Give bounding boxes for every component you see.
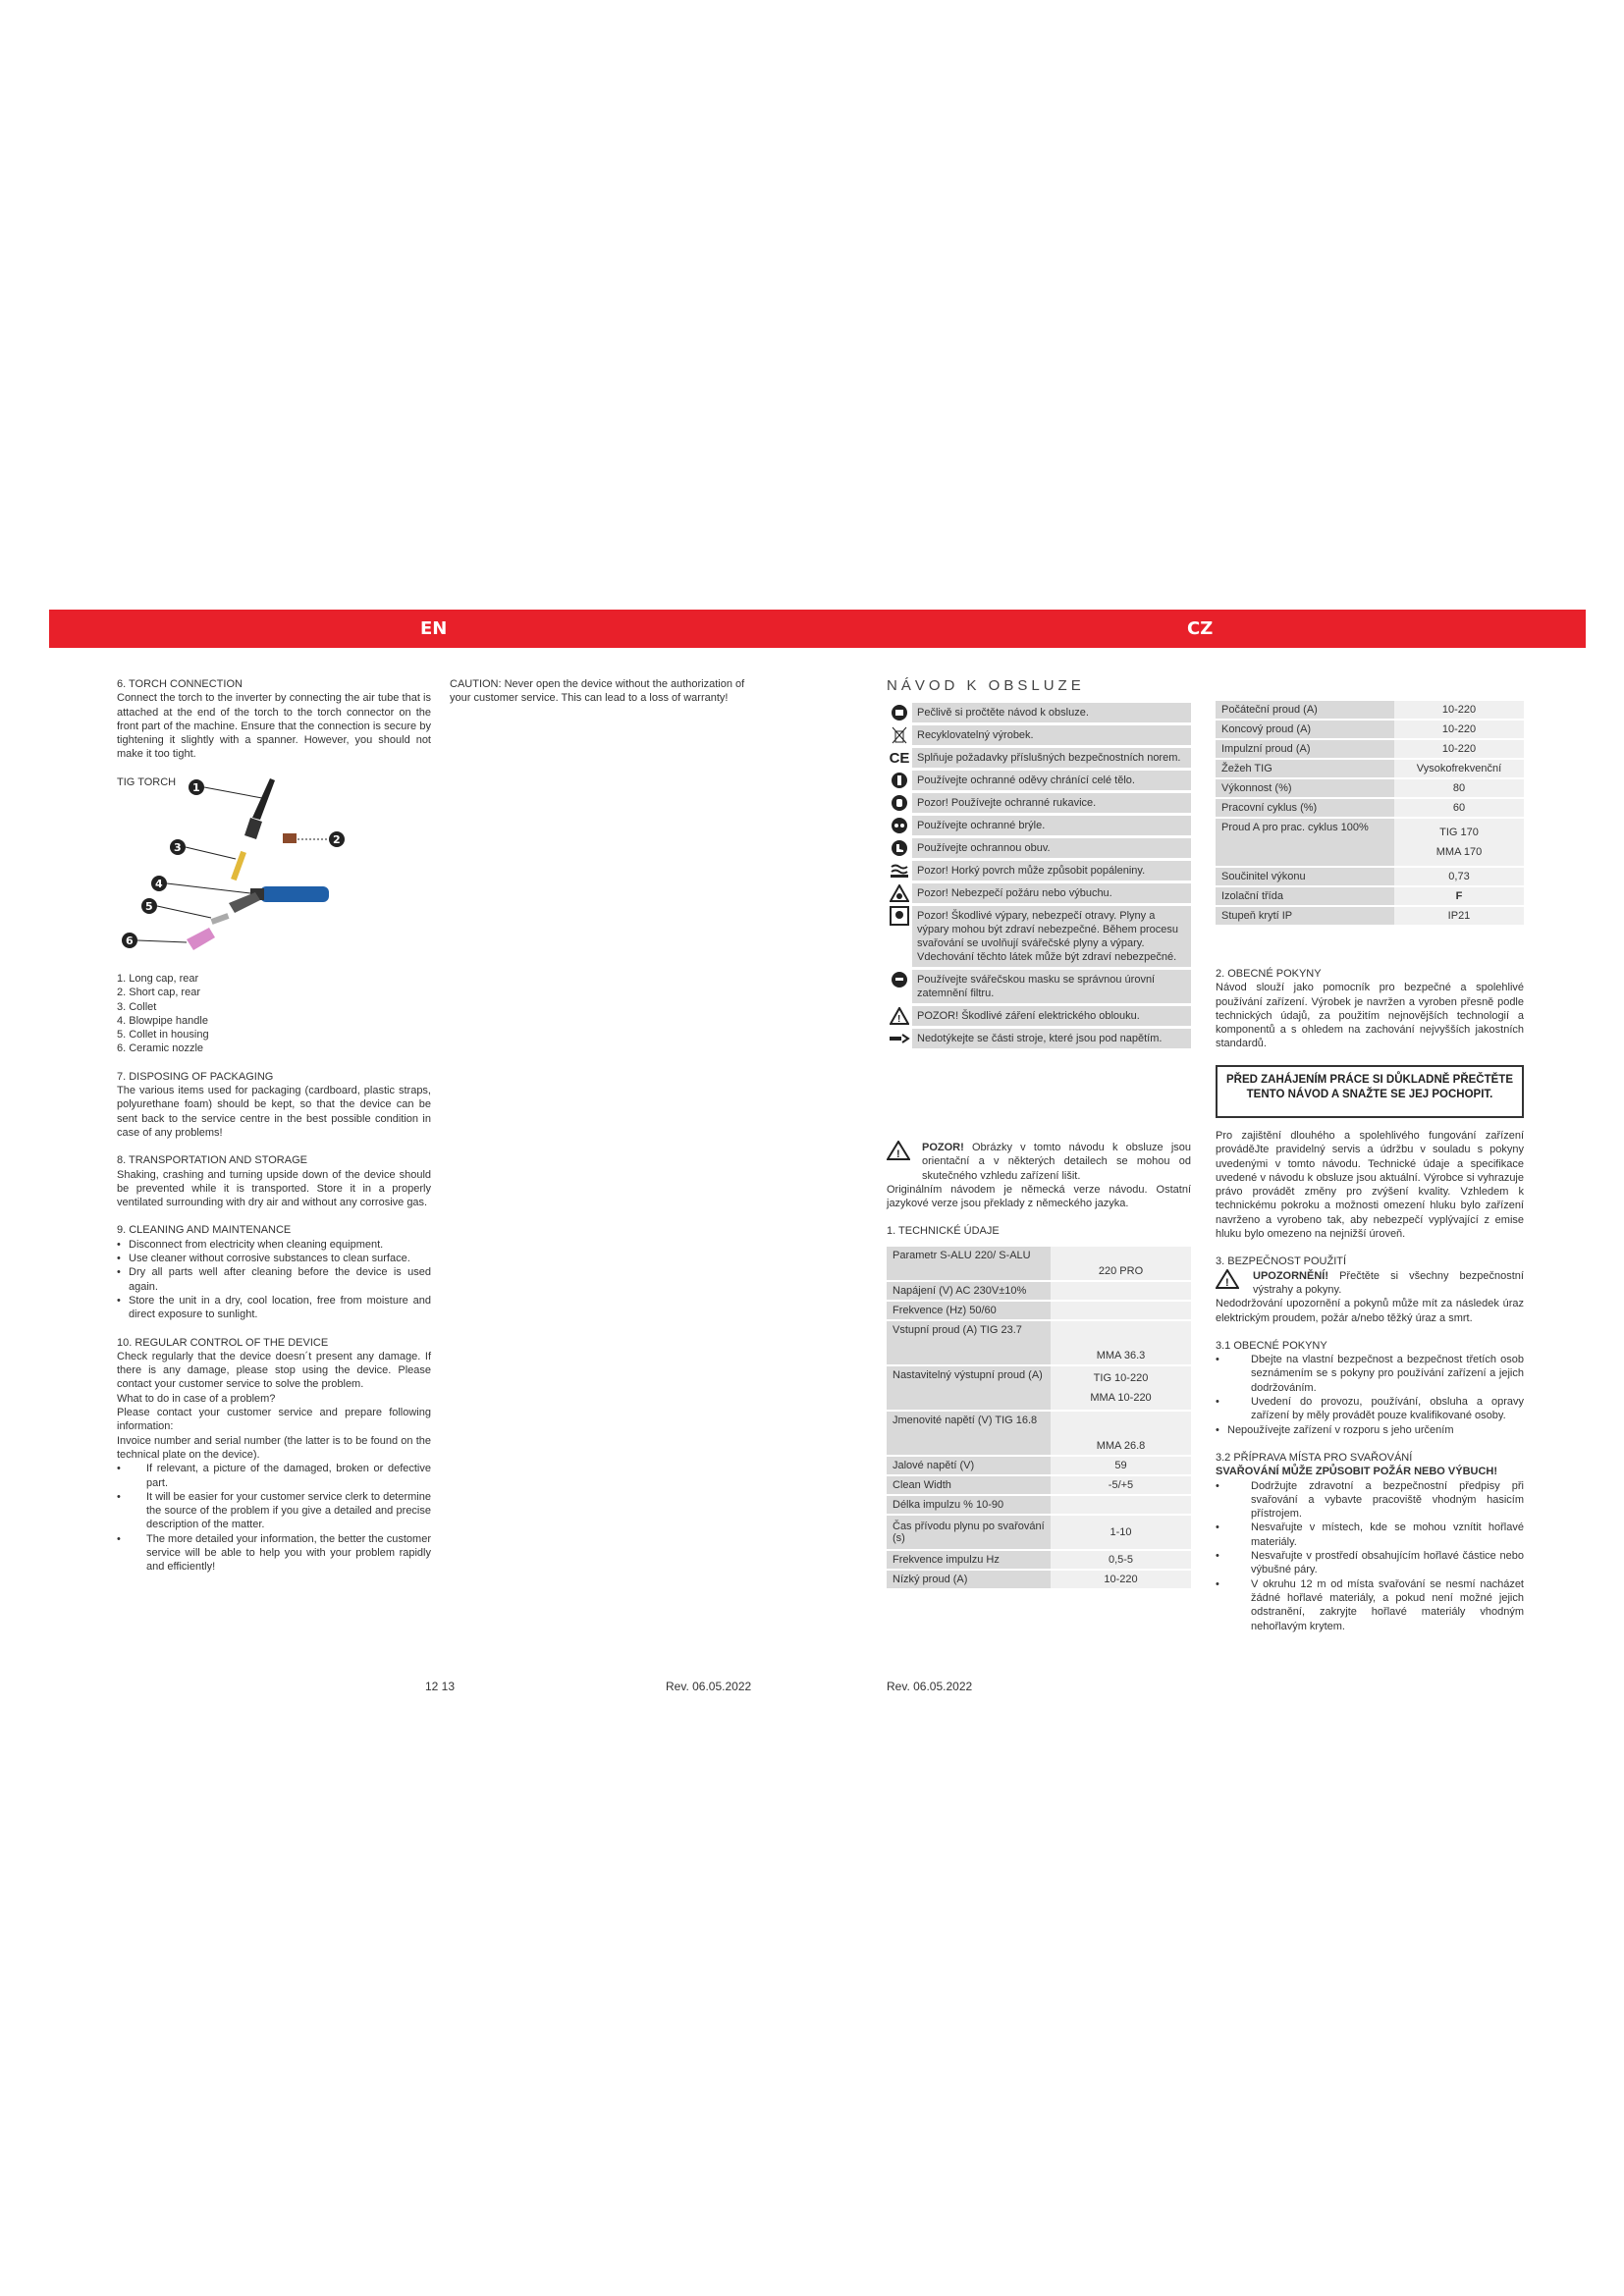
table-row: Výkonnost (%) 80 (1216, 779, 1524, 797)
transport-text: Shaking, crashing and turning upside down of the device should be prevented while it is transported. Store it in a properly ventilated surrounding with dry air and without any corrosive gas. (117, 1168, 431, 1209)
tech-title: 1. TECHNICKÉ ÚDAJE (887, 1225, 1000, 1238)
pozor-text: Obrázky v tomto návodu k obsluze jsou orientační a v některých detailech se mohou od skutečného vzhledu zařízení lišit. (922, 1142, 1191, 1182)
list-item: • It will be easier for your customer service clerk to determine the source of the problem if you give a detailed and precise description of the matter. (117, 1490, 431, 1532)
list-item: • Nepoužívejte zařízení v rozporu s jeho určením (1216, 1423, 1524, 1437)
symbol-row (887, 793, 1191, 813)
table-row: Jmenovité napětí (V) TIG 16.8 MMA 26.8 (887, 1412, 1191, 1455)
protective-clothing-icon (887, 771, 912, 790)
regular-text: Check regularly that the device doesn´t present any damage. If there is any damage, please stop using the device. Please contact your customer service to solve the problem. (117, 1350, 431, 1391)
revision-left: Rev. 06.05.2022 (666, 1680, 752, 1693)
fumes-icon (887, 906, 912, 926)
list-item: • Nesvařujte v prostředí obsahujícím hořlavé částice nebo výbušné páry. (1216, 1549, 1524, 1577)
list-item: • Dry all parts well after cleaning before the device is used again. (117, 1265, 431, 1294)
symbol-row (887, 1006, 1191, 1026)
list-item: 1. Long cap, rear (117, 973, 199, 985)
list-item: • Use cleaner without corrosive substances to clean surface. (117, 1252, 431, 1265)
list-item: 6. Ceramic nozzle (117, 1042, 204, 1055)
general-title: 2. OBECNÉ POKYNY (1216, 968, 1322, 980)
table-row: Koncový proud (A) 10-220 (1216, 721, 1524, 738)
list-item: • Dbejte na vlastní bezpečnost a bezpečnost třetích osob seznámením se s pokyny pro používání zařízení a jejich dodržováním. (1216, 1353, 1524, 1395)
symbol-row (887, 703, 1191, 722)
warning-triangle-icon (1216, 1269, 1253, 1298)
svg-text:2: 2 (333, 833, 341, 846)
symbol-text: Splňuje požadavky příslušných bezpečnostních norem. (912, 748, 1191, 768)
svg-text:3: 3 (174, 841, 182, 854)
table-row: Součinitel výkonu 0,73 (1216, 868, 1524, 885)
page-numbers: 12 13 (425, 1680, 456, 1693)
symbol-row (887, 771, 1191, 790)
symbol-row (887, 861, 1191, 881)
table-row: Čas přívodu plynu po svařování (s) 1-10 (887, 1516, 1191, 1549)
list-item: • If relevant, a picture of the damaged, broken or defective part. (117, 1462, 431, 1490)
table-row: Stupeň krytí IP IP21 (1216, 907, 1524, 925)
symbol-row (887, 970, 1191, 1003)
recycle-bin-icon (887, 725, 912, 745)
svg-text:6: 6 (126, 934, 134, 947)
regular-title: 10. REGULAR CONTROL OF THE DEVICE (117, 1336, 329, 1349)
disposing-text: The various items used for packaging (cardboard, plastic straps, polyurethane foam) should be kept, so that the device can be sent back to the service centre in the best possible condition in case of any problems! (117, 1085, 431, 1139)
hot-surface-icon (887, 861, 912, 881)
list-item: • V okruhu 12 m od místa svařování se nesmí nacházet žádné hořlavé materiály, a pokud není možné jejich odstranění, zakryjte hořlavé materiály vhodným nehořlavým krytem. (1216, 1577, 1524, 1633)
svg-text:5: 5 (145, 900, 153, 913)
svg-text:1: 1 (192, 781, 200, 794)
manual-title: NÁVOD K OBSLUZE (887, 677, 1085, 694)
svg-text:4: 4 (155, 878, 163, 890)
symbol-row (887, 816, 1191, 835)
read-manual-warning-box: PŘED ZAHÁJENÍM PRÁCE SI DŮKLADNĚ PŘEČTĚTE TENTO NÁVOD A SNAŽTE SE JEJ POCHOPIT. (1216, 1065, 1524, 1118)
caution-text: CAUTION: Never open the device without the authorization of your customer service. This can lead to a loss of warranty! (450, 678, 745, 705)
spec-table-2 (1216, 699, 1524, 927)
general2-title: 3.1 OBECNÉ POKYNY (1216, 1339, 1327, 1352)
torch-label: TIG TORCH (117, 775, 177, 788)
symbol-text: Pozor! Škodlivé výpary, nebezpečí otravy. Plyny a výpary mohou být zdraví nebezpečné. Během procesu svařování se uvolňují svářečské plyny a výpary. Vdechování těchto látek může být zdraví nebezpečné. (912, 906, 1191, 967)
table-row: Frekvence (Hz) 50/60 (887, 1302, 1191, 1319)
list-item: 4. Blowpipe handle (117, 1014, 208, 1027)
symbol-text: Používejte ochranné brýle. (912, 816, 1191, 835)
list-item: 2. Short cap, rear (117, 987, 200, 999)
symbol-row (887, 725, 1191, 745)
symbol-text: Recyklovatelný výrobek. (912, 725, 1191, 745)
lang-label-en: EN (420, 618, 448, 639)
table-row: Napájení (V) AC 230V±10% (887, 1282, 1191, 1300)
symbol-row (887, 748, 1191, 768)
invoice-text: Invoice number and serial number (the latter is to be found on the technical plate on the device). (117, 1434, 431, 1461)
symbol-text: Používejte svářečskou masku se správnou úrovní zatemnění filtru. (912, 970, 1191, 1003)
problem-text: Please contact your customer service and prepare following information: (117, 1407, 431, 1433)
problem-list (117, 1462, 431, 1574)
lang-label-cz: CZ (1187, 618, 1214, 639)
prep-title: 3.2 PŘÍPRAVA MÍSTA PRO SVAŘOVÁNÍ (1216, 1451, 1413, 1464)
svg-text:!: ! (897, 1014, 901, 1025)
symbol-text: Pečlivě si pročtěte návod k obsluze. (912, 703, 1191, 722)
table-row: Clean Width -5/+5 (887, 1476, 1191, 1494)
symbol-text: POZOR! Škodlivé záření elektrického oblouku. (912, 1006, 1191, 1026)
table-row: Izolační třída F (1216, 887, 1524, 905)
table-row: Nízký proud (A) 10-220 (887, 1571, 1191, 1588)
en-column-2 (450, 677, 754, 706)
pozor-label: POZOR! (922, 1142, 964, 1153)
symbol-text: Používejte ochranné oděvy chránící celé tělo. (912, 771, 1191, 790)
symbol-text: Pozor! Horký povrch může způsobit popáleniny. (912, 861, 1191, 881)
table-row: Impulzní proud (A) 10-220 (1216, 740, 1524, 758)
neglect-text: Nedodržování upozornění a pokynů může mít za následek úraz elektrickým proudem, požár a/nebo těžký úraz a smrt. (1216, 1298, 1524, 1324)
symbol-row (887, 883, 1191, 903)
table-row: Parametr S-ALU 220/ S-ALU 220 PRO (887, 1247, 1191, 1280)
symbol-text: Pozor! Používejte ochranné rukavice. (912, 793, 1191, 813)
upozorneni-label: UPOZORNĚNÍ! (1253, 1269, 1328, 1282)
table-row: Vstupní proud (A) TIG 23.7 MMA 36.3 (887, 1321, 1191, 1364)
symbol-text: Používejte ochrannou obuv. (912, 838, 1191, 858)
list-item: • Dodržujte zdravotní a bezpečnostní předpisy při svařování a vybavte pracoviště vhodným hasicím přístrojem. (1216, 1479, 1524, 1522)
transport-title: 8. TRANSPORTATION AND STORAGE (117, 1154, 307, 1167)
cleaning-list (117, 1238, 431, 1322)
table-row: Žežeh TIG Vysokofrekvenční (1216, 760, 1524, 777)
tig-torch-illustration (113, 771, 349, 957)
language-header-bar (49, 610, 1586, 648)
list-item: 3. Collet (117, 1000, 157, 1013)
symbol-text: Nedotýkejte se části stroje, které jsou pod napětím. (912, 1029, 1191, 1048)
safety-title: 3. BEZPEČNOST POUŽITÍ (1216, 1255, 1347, 1268)
symbol-row (887, 906, 1191, 967)
upozorneni-note (1216, 1269, 1524, 1298)
table-row: Nastavitelný výstupní proud (A) TIG 10-220 MMA 10-220 (887, 1366, 1191, 1410)
torch-parts-list (117, 972, 431, 1056)
cz-column-2-lower (1216, 1129, 1524, 1633)
prep-warning: SVAŘOVÁNÍ MŮŽE ZPŮSOBIT POŽÁR NEBO VÝBUCH! (1216, 1466, 1498, 1478)
table-row: Proud A pro prac. cyklus 100% TIG 170 MMA 170 (1216, 819, 1524, 866)
table-row: Frekvence impulzu Hz 0,5-5 (887, 1551, 1191, 1569)
problem-question: What to do in case of a problem? (117, 1392, 276, 1405)
original-text: Originálním návodem je německá verze návodu. Ostatní jazykové verze jsou překlady z německého jazyka. (887, 1183, 1191, 1210)
upozorneni-text: Přečtěte si všechny bezpečnostní výstrahy a pokyny. (1253, 1269, 1524, 1296)
safety-symbols-list (887, 703, 1191, 1051)
en-column-1-lower (117, 972, 431, 1575)
torch-text: Connect the torch to the inverter by connecting the air tube that is attached at the end of the torch to the torch connector on the front part of the machine. Ensure that the connection is secure by tightening it slightly with a spanner. However, you should not make it too tight. (117, 692, 431, 761)
general2-list (1216, 1353, 1524, 1437)
general-section (1216, 967, 1524, 1051)
cleaning-title: 9. CLEANING AND MAINTENANCE (117, 1224, 292, 1237)
list-item: • Uvedení do provozu, používání, obsluha a opravy zařízení by měly provádět pouze kvalifikované osoby. (1216, 1395, 1524, 1423)
table-row: Pracovní cyklus (%) 60 (1216, 799, 1524, 817)
cz-notes (887, 1141, 1191, 1239)
symbol-text: Pozor! Nebezpečí požáru nebo výbuchu. (912, 883, 1191, 903)
hot-parts-icon (887, 1029, 912, 1048)
service-text: Pro zajištění dlouhého a spolehlivého fungování zařízení prováděJte pravidelný servis a údržbu v souladu s pokyny uvedenými v tomto návodu. Technické údaje a specifikace uvedené v návodu k obsluze jsou aktuální. Výrobce si vyhrazuje právo provádět změny pro zvýšení kvality. Vzhledem k technickému pokroku a možnosti omezení hluku bylo zařízení navrženo a vyrobeno tak, aby nebezpečí vyplývající z emise hluku bylo omezeno na nejnižší úroveň. (1216, 1130, 1524, 1241)
prep-list (1216, 1479, 1524, 1633)
revision-right: Rev. 06.05.2022 (887, 1680, 973, 1693)
gloves-icon (887, 793, 912, 813)
torch-title: 6. TORCH CONNECTION (117, 678, 243, 690)
general-text: Návod slouží jako pomocník pro bezpečné a spolehlivé používání zařízení. Výrobek je navržen a vyroben přesně podle technických údajů, za použitím nejnovějších technologií a komponentů a s ohledem na zachování nejvyšších jakostních standardů. (1216, 982, 1524, 1050)
boots-icon (887, 838, 912, 858)
table-row: Délka impulzu % 10-90 (887, 1496, 1191, 1514)
arc-radiation-icon (887, 1006, 912, 1026)
tech-data-table (887, 1245, 1191, 1590)
fire-warning-icon (887, 883, 912, 903)
read-manual-icon (887, 703, 912, 722)
list-item: • Disconnect from electricity when cleaning equipment. (117, 1238, 431, 1252)
symbol-row (887, 1029, 1191, 1048)
welding-mask-icon (887, 970, 912, 989)
table-row: Počáteční proud (A) 10-220 (1216, 701, 1524, 719)
goggles-icon (887, 816, 912, 835)
list-item: 5. Collet in housing (117, 1029, 209, 1041)
table-row: Jalové napětí (V) 59 (887, 1457, 1191, 1474)
pozor-note (887, 1141, 1191, 1183)
list-item: • Store the unit in a dry, cool location, free from moisture and direct exposure to sunlight. (117, 1294, 431, 1322)
warning-triangle-icon (887, 1141, 922, 1183)
svg-text:!: ! (1225, 1276, 1229, 1289)
ce-mark-icon: CE (889, 749, 910, 767)
svg-text:!: ! (896, 1148, 900, 1160)
disposing-title: 7. DISPOSING OF PACKAGING (117, 1070, 274, 1083)
list-item: • The more detailed your information, the better the customer service will be able to help you with your problem rapidly and efficiently! (117, 1532, 431, 1575)
symbol-row (887, 838, 1191, 858)
list-item: • Nesvařujte v místech, kde se mohou vznítit hořlavé materiály. (1216, 1521, 1524, 1549)
